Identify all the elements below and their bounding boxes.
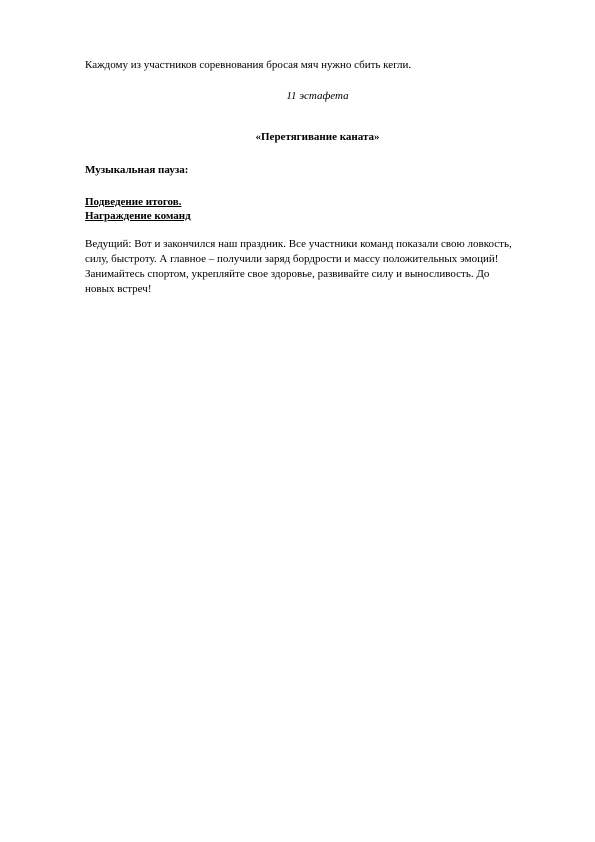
host-line: Ведущий: Вот и закончился наш праздник. Все участники команд показали свою ловкость, [85,238,512,250]
relay-title: 11 эстафета [286,90,349,102]
host-line: силу, быстроту. А главное – получили заряд бордрости и массу положительных эмоций! [85,253,499,265]
results-heading: Подведение итогов. [85,196,182,208]
music-pause-heading: Музыкальная пауза: [85,164,189,176]
paragraph-ball: Каждому из участников соревнования бросая мяч нужно сбить кегли. [85,59,412,71]
host-closing-paragraph [85,237,555,297]
host-line: новых встреч! [85,283,152,295]
host-line: Занимайтесь спортом, укрепляйте свое здоровье, развивайте силу и выносливость. До [85,268,490,280]
awarding-heading: Награждение команд [85,210,191,222]
contest-title: «Перетягивание каната» [255,131,380,143]
